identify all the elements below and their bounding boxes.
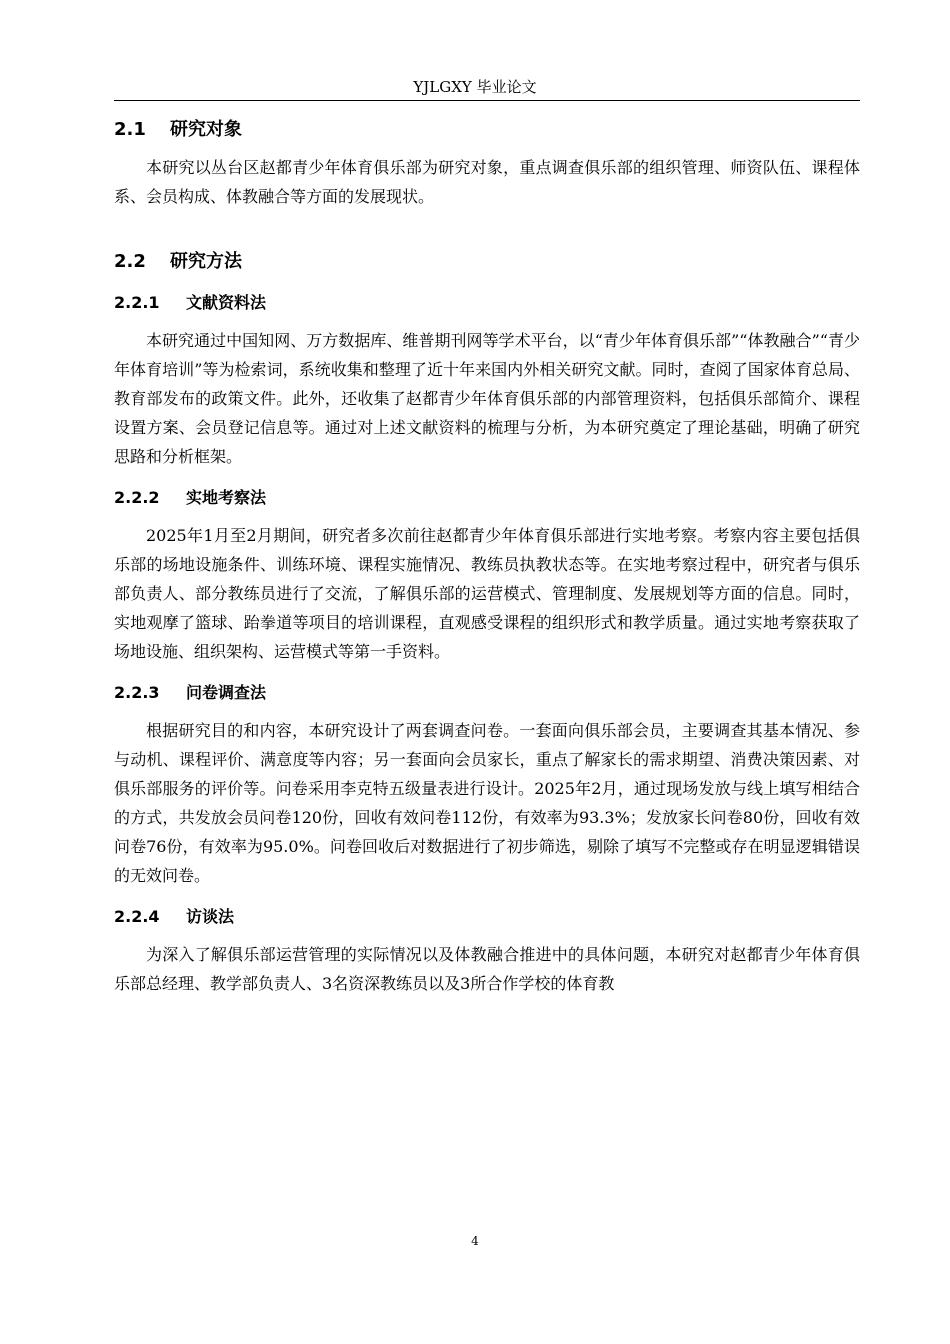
paragraph-field-study-method: 2025年1月至2月期间，研究者多次前往赵都青少年体育俱乐部进行实地考察。考察内容主要包括俱乐部的场地设施条件、训练环境、课程实施情况、教练员执教状态等。在实地考察过程中，研究者与俱乐部负责人、部分教练员进行了交流，了解俱乐部的运营模式、管理制度、发展规划等方面的信息。同时，实地观摩了篮球、跆拳道等项目的培训课程，直观感受课程的组织形式和教学质量。通过实地考察获取了场地设施、组织架构、运营模式等第一手资料。 xyxy=(114,526,860,661)
section-title: 研究方法 xyxy=(170,251,242,272)
section-title: 文献资料法 xyxy=(186,293,267,312)
section-heading-2-2-4 xyxy=(114,904,860,930)
section-number: 2.2.1 xyxy=(114,293,160,312)
section-title: 访谈法 xyxy=(186,907,235,926)
section-heading-2-2-2 xyxy=(114,485,860,511)
section-heading-2-1 xyxy=(114,116,860,144)
section-title: 实地考察法 xyxy=(186,488,267,507)
section-title: 问卷调查法 xyxy=(186,683,267,702)
section-heading-2-2-3 xyxy=(114,680,860,706)
paragraph-research-object: 本研究以丛台区赵都青少年体育俱乐部为研究对象，重点调查俱乐部的组织管理、师资队伍、课程体系、会员构成、体教融合等方面的发展现状。 xyxy=(114,158,860,206)
paragraph-literature-method: 本研究通过中国知网、万方数据库、维普期刊网等学术平台，以“青少年体育俱乐部”“体教融合”“青少年体育培训”等为检索词，系统收集和整理了近十年来国内外相关研究文献。同时，查阅了国家体育总局、教育部发布的政策文件。此外，还收集了赵都青少年体育俱乐部的内部管理资料，包括俱乐部简介、课程设置方案、会员登记信息等。通过对上述文献资料的梳理与分析，为本研究奠定了理论基础，明确了研究思路和分析框架。 xyxy=(114,331,860,466)
page-number: 4 xyxy=(471,1234,479,1248)
header-divider xyxy=(114,100,860,101)
section-heading-2-2 xyxy=(114,248,860,276)
section-number: 2.1 xyxy=(114,119,146,140)
paragraph-interview-method: 为深入了解俱乐部运营管理的实际情况以及体教融合推进中的具体问题，本研究对赵都青少年体育俱乐部总经理、教学部负责人、3名资深教练员以及3所合作学校的体育教 xyxy=(114,945,860,993)
document-body xyxy=(114,116,860,998)
section-number: 2.2 xyxy=(114,251,146,272)
page-header-title: YJLGXY 毕业论文 xyxy=(413,78,537,96)
paragraph-questionnaire-method: 根据研究目的和内容，本研究设计了两套调查问卷。一套面向俱乐部会员，主要调查其基本情况、参与动机、课程评价、满意度等内容；另一套面向会员家长，重点了解家长的需求期望、消费决策因素、对俱乐部服务的评价等。问卷采用李克特五级量表进行设计。2025年2月，通过现场发放与线上填写相结合的方式，共发放会员问卷120份，回收有效问卷112份，有效率为93.3%；发放家长问卷80份，回收有效问卷76份，有效率为95.0%。问卷回收后对数据进行了初步筛选，剔除了填写不完整或存在明显逻辑错误的无效问卷。 xyxy=(114,721,860,885)
section-number: 2.2.3 xyxy=(114,683,160,702)
section-number: 2.2.2 xyxy=(114,488,160,507)
section-number: 2.2.4 xyxy=(114,907,160,926)
section-title: 研究对象 xyxy=(170,119,242,140)
section-heading-2-2-1 xyxy=(114,290,860,316)
